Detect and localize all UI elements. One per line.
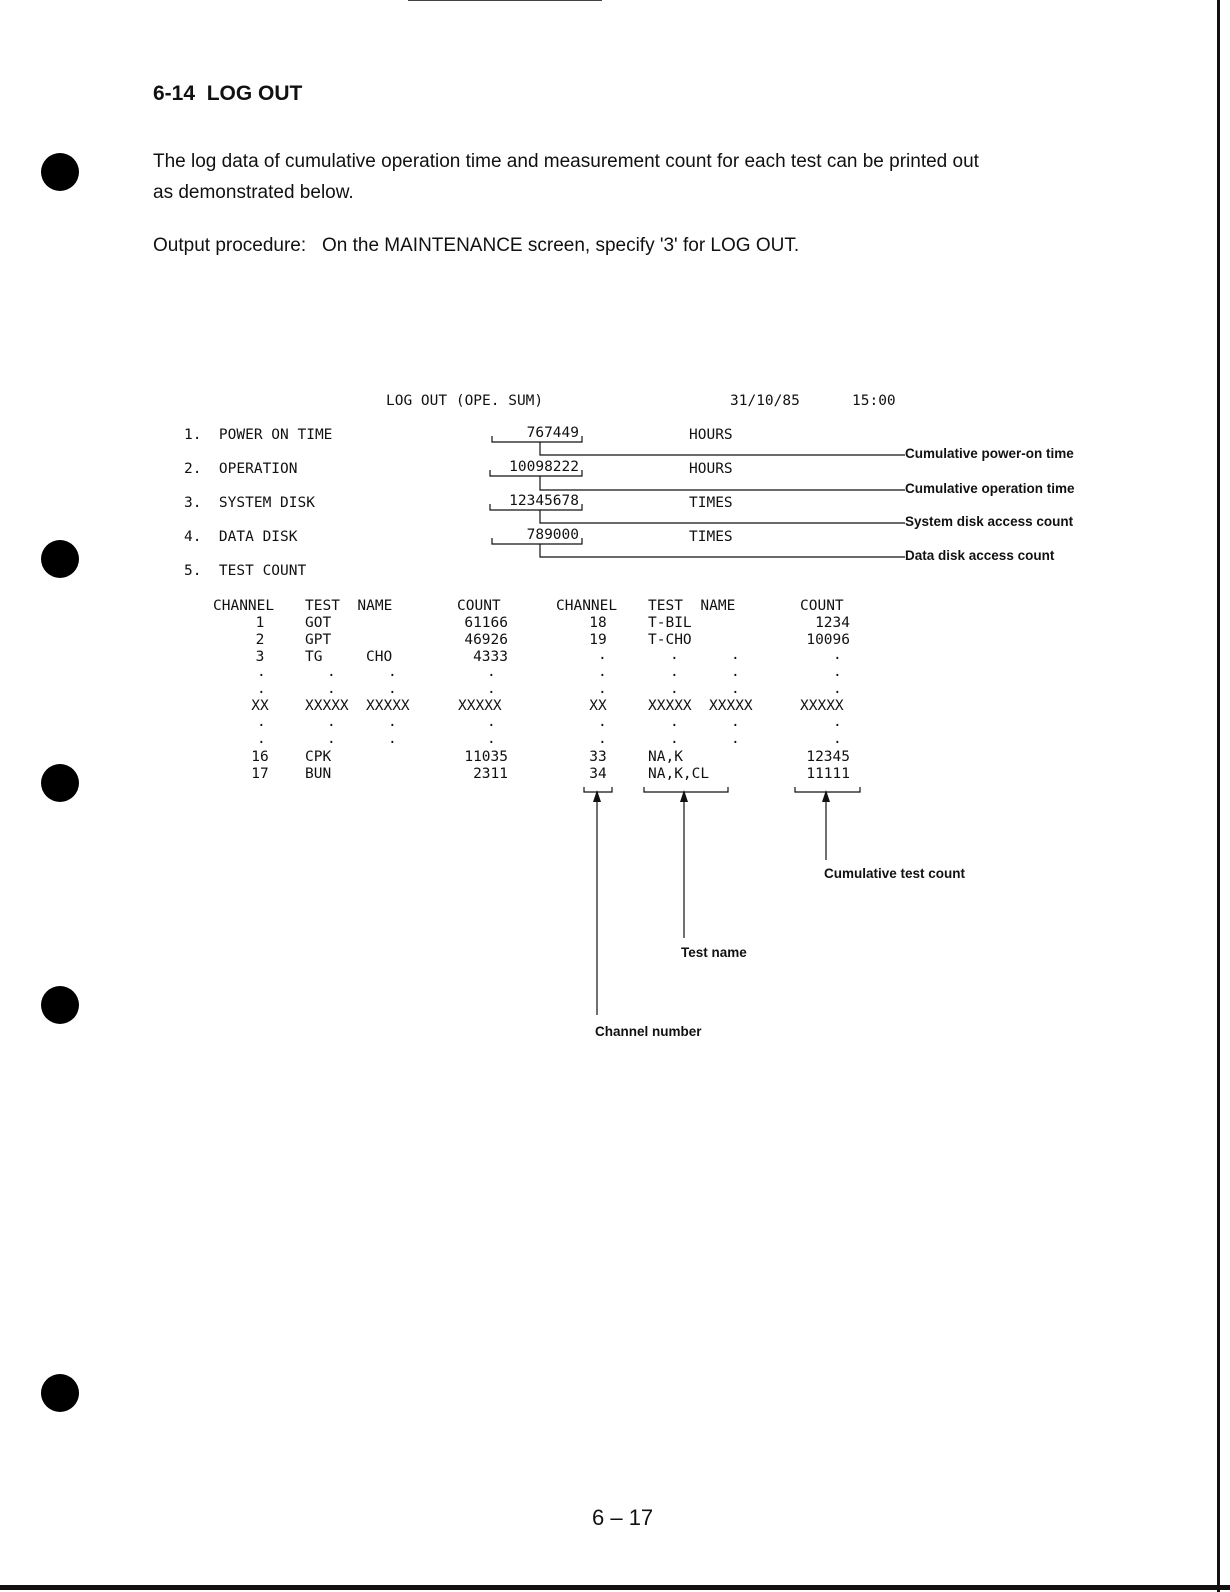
item-value-operation: 10098222	[509, 459, 579, 475]
right-row-34-channel: 34	[589, 766, 607, 782]
ellipsis-dot: .	[670, 714, 679, 730]
item-label-system-disk: 3. SYSTEM DISK	[184, 495, 315, 511]
left-row-16-count: 11035	[464, 749, 508, 765]
left-row-2-channel: 2	[255, 632, 265, 648]
ellipsis-dot: .	[487, 731, 496, 747]
bracket-operation	[490, 470, 582, 476]
ellipsis-dot: .	[257, 664, 266, 680]
ellipsis-dot: .	[833, 714, 842, 730]
left-row-17-name: BUN	[305, 766, 332, 782]
right-row-xx-name2: XXXXX	[709, 698, 753, 714]
right-row-18-name: T-BIL	[648, 615, 692, 631]
ellipsis-dot: .	[388, 731, 397, 747]
header-channel-left: CHANNEL	[213, 598, 275, 614]
ellipsis-dot: .	[731, 731, 740, 747]
ellipsis-dot: .	[670, 664, 679, 680]
right-row-18-channel: 18	[589, 615, 607, 631]
ellipsis-dot: .	[670, 647, 679, 663]
bracket-power-on	[492, 436, 582, 442]
ellipsis-dot: .	[670, 681, 679, 697]
ellipsis-dot: .	[257, 714, 266, 730]
left-row-xx-count: XXXXX	[458, 698, 502, 714]
annotation-operation: Cumulative operation time	[905, 481, 1075, 496]
ellipsis-dot: .	[487, 664, 496, 680]
ellipsis-dot: .	[388, 664, 397, 680]
ellipsis-dot: .	[327, 731, 336, 747]
left-row-xx-name: XXXXX	[305, 698, 349, 714]
item-unit-operation: HOURS	[689, 461, 733, 477]
right-row-xx-name: XXXXX	[648, 698, 692, 714]
header-test-name-left: TEST NAME	[305, 598, 393, 614]
right-row-33-channel: 33	[589, 749, 607, 765]
ellipsis-dot: .	[598, 714, 607, 730]
item-value-system-disk: 12345678	[509, 493, 579, 509]
left-row-3-count: 4333	[473, 649, 508, 665]
printout-time: 15:00	[852, 393, 896, 409]
item-value-power-on: 767449	[526, 425, 579, 441]
ellipsis-dot: .	[833, 731, 842, 747]
ellipsis-dot: .	[598, 731, 607, 747]
left-row-1-channel: 1	[255, 615, 265, 631]
callout-test-name: Test name	[681, 945, 747, 960]
right-row-xx-count: XXXXX	[800, 698, 844, 714]
leader-power-on	[540, 442, 905, 455]
item-label-data-disk: 4. DATA DISK	[184, 529, 298, 545]
header-test-name-right: TEST NAME	[648, 598, 736, 614]
item-unit-data-disk: TIMES	[689, 529, 733, 545]
right-row-33-count: 12345	[806, 749, 850, 765]
ellipsis-dot: .	[327, 714, 336, 730]
item-label-power-on: 1. POWER ON TIME	[184, 427, 333, 443]
left-row-3-channel: 3	[255, 649, 265, 665]
ellipsis-dot: .	[833, 681, 842, 697]
ellipsis-dot: .	[731, 647, 740, 663]
left-row-16-channel: 16	[251, 749, 269, 765]
bracket-data-disk	[492, 538, 582, 544]
printout-date: 31/10/85	[730, 393, 800, 409]
left-row-1-count: 61166	[464, 615, 508, 631]
section-title: LOG OUT	[206, 82, 303, 105]
left-row-3-name2: CHO	[366, 649, 393, 665]
right-row-19-count: 10096	[806, 632, 850, 648]
ellipsis-dot: .	[487, 681, 496, 697]
header-count-left: COUNT	[457, 598, 501, 614]
right-row-18-count: 1234	[815, 615, 850, 631]
left-row-1-name: GOT	[305, 615, 332, 631]
right-row-34-name: NA,K,CL	[648, 766, 710, 782]
header-count-right: COUNT	[800, 598, 844, 614]
printout-title: LOG OUT (OPE. SUM)	[386, 393, 544, 409]
left-row-17-count: 2311	[473, 766, 508, 782]
ellipsis-dot: .	[598, 647, 607, 663]
left-row-3-name: TG	[305, 649, 323, 665]
bracket-count	[795, 787, 860, 792]
ellipsis-dot: .	[257, 681, 266, 697]
intro-line-1: The log data of cumulative operation time and measurement count for each test can be printed out	[153, 151, 979, 172]
ellipsis-dot: .	[598, 681, 607, 697]
bracket-test-name	[644, 787, 728, 792]
callout-cumulative-test-count: Cumulative test count	[824, 866, 966, 881]
left-row-17-channel: 17	[251, 766, 269, 782]
ellipsis-dot: .	[670, 731, 679, 747]
left-row-2-count: 46926	[464, 632, 508, 648]
test-count-label: 5. TEST COUNT	[184, 563, 307, 579]
ellipsis-dot: .	[388, 681, 397, 697]
leader-operation	[540, 476, 905, 490]
bracket-channel	[584, 787, 612, 792]
ellipsis-dot: .	[833, 664, 842, 680]
ellipsis-dot: .	[731, 714, 740, 730]
ellipsis-dot: .	[327, 681, 336, 697]
ellipsis-dot: .	[731, 681, 740, 697]
ellipsis-dot: .	[257, 731, 266, 747]
annotation-power-on: Cumulative power-on time	[905, 446, 1074, 461]
right-row-33-name: NA,K	[648, 749, 683, 765]
right-row-34-count: 11111	[806, 766, 850, 782]
ellipsis-dot: .	[388, 714, 397, 730]
ellipsis-dot: .	[598, 664, 607, 680]
left-row-2-name: GPT	[305, 632, 332, 648]
callout-channel-number: Channel number	[595, 1024, 702, 1039]
left-row-xx-channel: XX	[251, 698, 269, 714]
ellipsis-dot: .	[731, 664, 740, 680]
ellipsis-dot: .	[487, 714, 496, 730]
page-number: 6 – 17	[592, 1505, 654, 1530]
intro-line-2: as demonstrated below.	[153, 182, 354, 203]
right-row-19-channel: 19	[589, 632, 607, 648]
right-row-19-name: T-CHO	[648, 632, 692, 648]
leader-data-disk	[540, 544, 905, 557]
procedure-line: Output procedure: On the MAINTENANCE screen, specify '3' for LOG OUT.	[153, 235, 800, 256]
header-channel-right: CHANNEL	[556, 598, 618, 614]
left-row-16-name: CPK	[305, 749, 332, 765]
leader-system-disk	[540, 510, 905, 523]
item-unit-power-on: HOURS	[689, 427, 733, 443]
annotation-data-disk: Data disk access count	[905, 548, 1055, 563]
section-number: 6-14	[153, 82, 196, 105]
right-row-xx-channel: XX	[589, 698, 607, 714]
bracket-system-disk	[490, 504, 582, 510]
ellipsis-dot: .	[327, 664, 336, 680]
left-row-xx-name2: XXXXX	[366, 698, 410, 714]
item-value-data-disk: 789000	[526, 527, 579, 543]
item-label-operation: 2. OPERATION	[184, 461, 298, 477]
ellipsis-dot: .	[833, 647, 842, 663]
item-unit-system-disk: TIMES	[689, 495, 733, 511]
annotation-system-disk: System disk access count	[905, 514, 1074, 529]
